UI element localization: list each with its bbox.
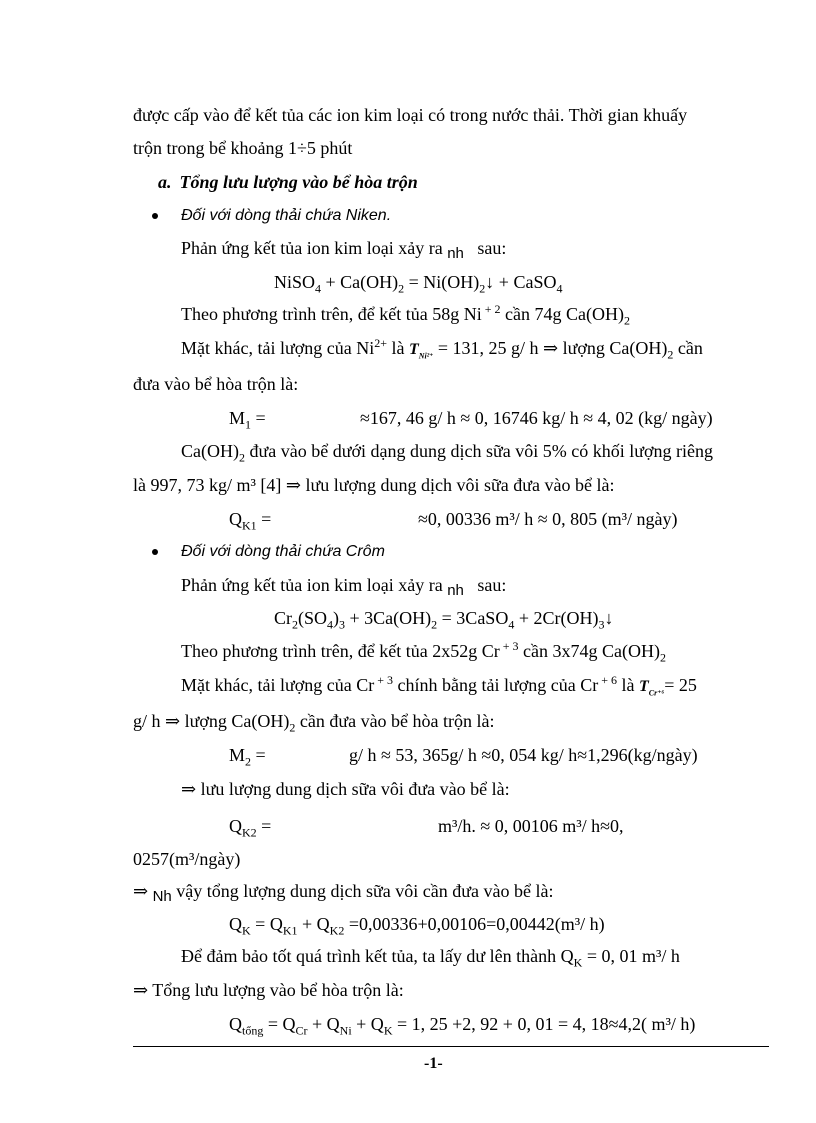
bullet-icon (152, 549, 158, 555)
paragraph-line: đưa vào bể hòa trộn là: (133, 374, 299, 394)
formula-qk2-value: m³/h. ≈ 0, 00106 m³/ h≈0, (438, 816, 624, 836)
footer-divider (133, 1046, 769, 1047)
formula-m2-value: g/ h ≈ 53, 365g/ h ≈0, 054 kg/ h≈1,296(kg/ngày) (349, 745, 698, 765)
page-number: -1- (424, 1055, 443, 1072)
paragraph-line: ⇒ Tổng lưu lượng vào bể hòa trộn là: (133, 980, 404, 1000)
total-intro: ⇒ $_{Nh}$ vậy tổng lượng dung dịch sữa vôi cần đưa vào bể là: (133, 881, 554, 905)
paragraph-line: trộn trong bể khoảng 1÷5 phút (133, 138, 353, 158)
bullet-chromium: Đối với dòng thải chứa Crôm (181, 543, 385, 560)
chromium-equation: $Cr_2(SO_4)_3 + 3Ca(OH)_2$ = 3CaSO$_4$ + $2Cr(OH)_3↓$ (274, 608, 614, 632)
chromium-load-cont: g/ h ⇒ lượng $Ca(OH)_2$ cần đưa vào bể hòa trộn là: (133, 711, 495, 735)
chromium-load: Mặt khác, tải lượng của Cr $^{+ 3}$ chính bằng tải lượng của Cr $^{+ 6}$ là $T_{Cr^{+6}}= 25$ (181, 673, 697, 698)
bullet-icon (152, 213, 158, 219)
caoh-description: $Ca(OH)_2$ đưa vào bể dưới dạng dung dịch sữa vôi 5% có khối lượng riêng (181, 441, 713, 465)
formula-m2: $M_2$ = (229, 745, 266, 769)
paragraph-line: được cấp vào để kết tủa các ion kim loại có trong nước thải. Thời gian khuấy (133, 105, 688, 125)
reaction-intro: Phản ứng kết tủa ion kim loại xảy ra $_{nh}$ sau: (181, 238, 507, 262)
nickel-equation: NiSO$_4$ + $Ca(OH)_2$ = $Ni(OH)_2↓$ + CaSO$_4$ (274, 272, 563, 296)
bullet-nickel: Đối với dòng thải chứa Niken. (181, 207, 392, 224)
paragraph-line: là 997, 73 kg/ m³ [4] ⇒ lưu lượng dung dịch vôi sữa đưa vào bể là: (133, 475, 615, 495)
formula-qk: $Q_K = Q_{K1} + Q_{K2} =0,00336+0,00106=0,00442(m^3/$ h) (229, 914, 605, 938)
formula-m1: $M_1$ = (229, 408, 266, 432)
paragraph-line: ⇒ lưu lượng dung dịch sữa vôi đưa vào bể là: (181, 779, 510, 799)
paragraph-line: Để đảm bảo tốt quá trình kết tủa, ta lấy dư lên thành $Q_K = 0$, 01 m³/ h (181, 946, 680, 970)
nickel-load: Mặt khác, tải lượng của $Ni^{2+}$ là $T_{Ni^{2+}} = 131$, 25 g/ h ⇒ lượng $Ca(OH)_2$ cần (181, 336, 703, 362)
formula-m1-value: ≈167, 46 g/ h ≈ 0, 16746 kg/ h ≈ 4, 02 (kg/ ngày) (360, 408, 713, 428)
formula-qtotal: $Q_{tổng} = Q_{Cr} + Q_{Ni} + Q_K = 1$, 25 +2, 92 + 0, 01 = 4, 18≈4,2( m³/ h) (229, 1014, 696, 1038)
section-heading: a. Tổng lưu lượng vào bể hòa trộn (158, 172, 418, 192)
paragraph-line: 0257(m³/ngày) (133, 849, 241, 869)
nickel-stoichiometry: Theo phương trình trên, để kết tủa 58g Ni $^{+ 2}$ cần 74g $Ca(OH)_2$ (181, 302, 630, 328)
formula-qk1: $Q_{K1}$ = (229, 509, 272, 533)
reaction-intro: Phản ứng kết tủa ion kim loại xảy ra $_{nh}$ sau: (181, 575, 507, 599)
formula-qk2: $Q_{K2}$ = (229, 816, 272, 840)
formula-qk1-value: ≈0, 00336 m³/ h ≈ 0, 805 (m³/ ngày) (418, 509, 678, 529)
chromium-stoichiometry: Theo phương trình trên, để kết tủa 2x52g Cr $^{+ 3}$ cần 3x74g $Ca(OH)_2$ (181, 639, 666, 665)
